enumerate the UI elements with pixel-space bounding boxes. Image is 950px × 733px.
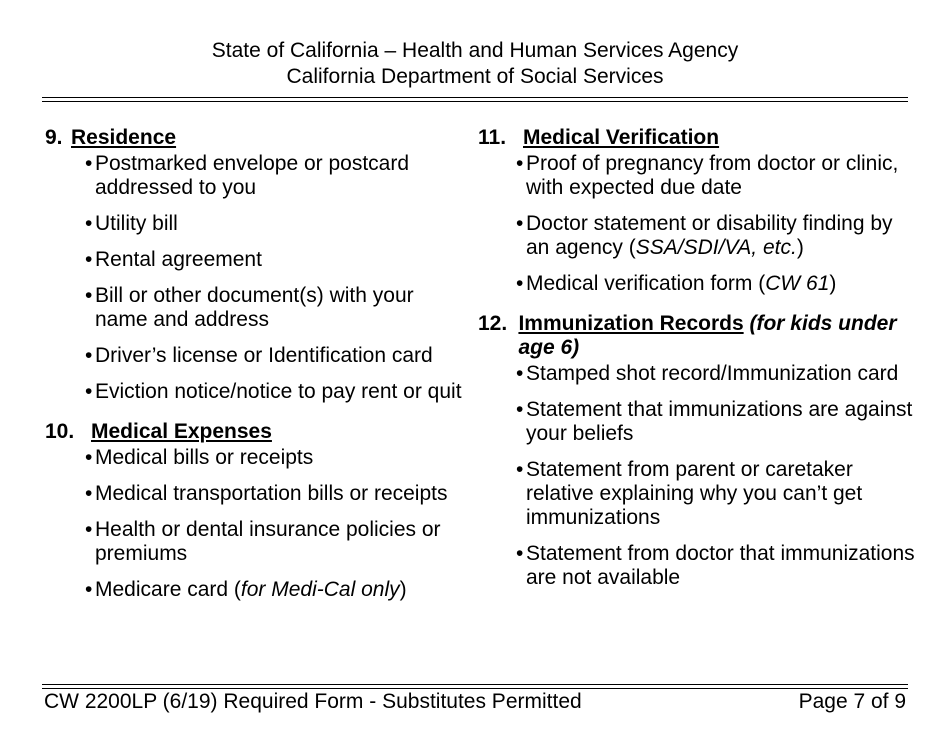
medical-expenses-list <box>45 446 465 602</box>
bullet: • <box>85 344 93 367</box>
department-name: California Department of Social Services <box>286 65 664 88</box>
list-item <box>85 482 465 506</box>
section-title: Medical Verification <box>523 126 720 149</box>
page-number: Page 7 of 9 <box>798 690 906 713</box>
item-text: Bill or other document(s) with your name and address <box>95 284 414 331</box>
bullet: • <box>516 362 524 385</box>
section-heading <box>478 126 918 150</box>
page-header <box>0 38 950 90</box>
section-heading <box>45 420 465 444</box>
bullet: • <box>516 398 524 421</box>
bullet: • <box>85 284 93 307</box>
item-text: Postmarked envelope or postcard addressed to you <box>95 152 410 199</box>
section-medical-expenses <box>45 420 465 602</box>
bullet: • <box>85 446 93 469</box>
medical-verification-list <box>478 152 918 296</box>
bullet: • <box>516 458 524 481</box>
list-item <box>516 152 918 200</box>
item-text: Statement from doctor that immunizations are not available <box>526 542 915 589</box>
section-heading <box>478 312 918 360</box>
item-text: Rental agreement <box>95 248 262 271</box>
item-text-prefix: Doctor statement or disability finding by an agency ( <box>526 212 893 259</box>
bullet: • <box>85 152 93 175</box>
left-column <box>45 126 465 618</box>
list-item <box>85 380 465 404</box>
bullet: • <box>516 542 524 565</box>
section-note: (for kids under age 6) <box>518 312 897 359</box>
item-text: Proof of pregnancy from doctor or clinic, with expected due date <box>526 152 899 199</box>
list-item <box>85 248 465 272</box>
item-text: Medical bills or receipts <box>95 446 314 469</box>
list-item <box>516 212 918 260</box>
bullet: • <box>85 518 93 541</box>
header-divider <box>42 97 908 102</box>
list-item <box>516 272 918 296</box>
form-identifier: CW 2200LP (6/19) Required Form - Substitutes Permitted <box>44 690 582 713</box>
section-title: Immunization Records <box>518 312 744 335</box>
list-item <box>85 446 465 470</box>
item-text: Stamped shot record/Immunization card <box>526 362 899 385</box>
item-text-prefix: Medical verification form ( <box>526 272 766 295</box>
list-item <box>85 344 465 368</box>
item-text <box>526 212 918 260</box>
section-title: Residence <box>71 126 177 149</box>
list-item <box>516 542 918 590</box>
item-text: Health or dental insurance policies or premiums <box>95 518 441 565</box>
section-heading <box>45 126 465 150</box>
bullet: • <box>85 482 93 505</box>
section-title: Medical Expenses <box>91 420 272 443</box>
section-immunization <box>478 312 918 590</box>
item-text: Eviction notice/notice to pay rent or quit <box>95 380 462 403</box>
item-text-suffix: ) <box>829 272 837 295</box>
list-item <box>516 362 918 386</box>
agency-name: State of California – Health and Human Services Agency <box>211 39 739 62</box>
list-item <box>85 518 465 566</box>
list-item <box>85 152 465 200</box>
section-title-group <box>518 312 918 360</box>
item-text: Driver’s license or Identification card <box>95 344 433 367</box>
list-item <box>85 578 465 602</box>
item-text-prefix: Medicare card ( <box>95 578 241 601</box>
list-item <box>516 398 918 446</box>
section-number: 10. <box>45 420 75 443</box>
item-text-italic: for Medi-Cal only <box>240 578 400 601</box>
bullet: • <box>516 152 524 175</box>
item-text: Statement from parent or caretaker relative explaining why you can’t get immunizations <box>526 458 863 529</box>
item-text: Medical transportation bills or receipts <box>95 482 448 505</box>
item-text-suffix: ) <box>796 236 804 259</box>
item-text-italic: CW 61 <box>765 272 830 295</box>
list-item <box>85 212 465 236</box>
bullet: • <box>85 248 93 271</box>
item-text <box>95 578 465 602</box>
list-item <box>85 284 465 332</box>
item-text <box>526 272 918 296</box>
list-item <box>516 458 918 530</box>
section-number: 9. <box>45 126 63 149</box>
item-text-suffix: ) <box>399 578 407 601</box>
residence-list <box>45 152 465 404</box>
section-number: 12. <box>478 312 508 335</box>
immunization-list <box>478 362 918 590</box>
page-footer <box>44 689 906 715</box>
bullet: • <box>516 272 524 295</box>
right-column <box>478 126 918 606</box>
item-text: Statement that immunizations are against your beliefs <box>526 398 913 445</box>
item-text-italic: SSA/SDI/VA, etc. <box>635 236 797 259</box>
section-number: 11. <box>478 126 507 149</box>
bullet: • <box>85 212 93 235</box>
section-residence <box>45 126 465 404</box>
item-text: Utility bill <box>95 212 178 235</box>
section-medical-verification <box>478 126 918 296</box>
bullet: • <box>85 380 93 403</box>
bullet: • <box>516 212 524 235</box>
bullet: • <box>85 578 93 601</box>
